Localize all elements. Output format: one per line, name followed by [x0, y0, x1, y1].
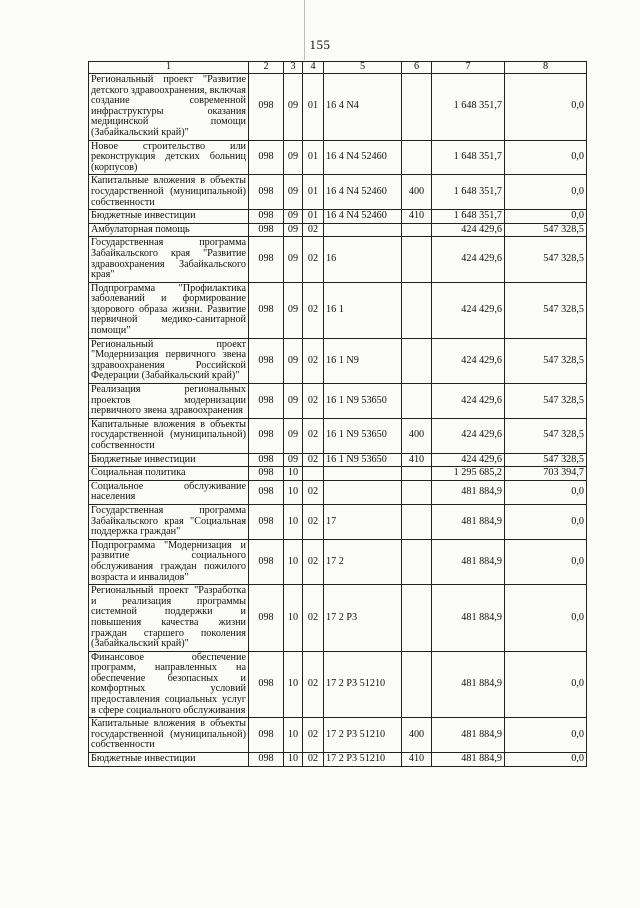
target-article-code: 16 1 N9 53650 — [324, 418, 402, 453]
expense-type-code — [402, 539, 432, 584]
amount-year-1: 481 884,9 — [432, 651, 505, 718]
grbs-code: 098 — [249, 753, 284, 767]
column-header: 5 — [324, 62, 402, 74]
table-row — [89, 338, 587, 383]
page-number: 155 — [309, 37, 331, 52]
table-row — [89, 74, 587, 141]
table-row — [89, 539, 587, 584]
expense-type-code — [402, 140, 432, 175]
section-code: 09 — [284, 223, 303, 237]
section-code: 09 — [284, 237, 303, 282]
grbs-code: 098 — [249, 282, 284, 338]
section-code: 09 — [284, 74, 303, 141]
expense-type-code: 410 — [402, 753, 432, 767]
amount-year-1: 424 429,6 — [432, 237, 505, 282]
row-name: Финансовое обеспечение программ, направленных на обеспечение безопасных и комфортных условий предоставления социальных услуг в сфере социального обслуживания — [89, 651, 249, 718]
section-code: 09 — [284, 175, 303, 210]
section-code: 09 — [284, 282, 303, 338]
grbs-code: 098 — [249, 467, 284, 481]
grbs-code: 098 — [249, 585, 284, 652]
subsection-code: 02 — [303, 282, 324, 338]
amount-year-1: 424 429,6 — [432, 418, 505, 453]
amount-year-1: 424 429,6 — [432, 453, 505, 467]
expense-type-code: 400 — [402, 418, 432, 453]
grbs-code: 098 — [249, 504, 284, 539]
expense-type-code: 410 — [402, 210, 432, 224]
row-name: Амбулаторная помощь — [89, 223, 249, 237]
amount-year-2: 0,0 — [505, 585, 587, 652]
amount-year-2: 0,0 — [505, 504, 587, 539]
target-article-code: 17 2 — [324, 539, 402, 584]
grbs-code: 098 — [249, 539, 284, 584]
target-article-code: 17 2 P3 51210 — [324, 718, 402, 753]
grbs-code: 098 — [249, 74, 284, 141]
expense-type-code: 410 — [402, 453, 432, 467]
row-name: Бюджетные инвестиции — [89, 453, 249, 467]
subsection-code: 02 — [303, 453, 324, 467]
subsection-code: 01 — [303, 140, 324, 175]
subsection-code: 02 — [303, 718, 324, 753]
section-code: 10 — [284, 585, 303, 652]
target-article-code: 16 1 N9 53650 — [324, 453, 402, 467]
subsection-code: 02 — [303, 504, 324, 539]
target-article-code: 16 1 N9 53650 — [324, 384, 402, 419]
target-article-code — [324, 223, 402, 237]
table-row — [89, 467, 587, 481]
table-row — [89, 384, 587, 419]
row-name: Реализация региональных проектов модернизации первичного звена здравоохранения — [89, 384, 249, 419]
table-row — [89, 753, 587, 767]
amount-year-2: 547 328,5 — [505, 453, 587, 467]
grbs-code: 098 — [249, 651, 284, 718]
table-row — [89, 175, 587, 210]
amount-year-2: 703 394,7 — [505, 467, 587, 481]
column-header: 2 — [249, 62, 284, 74]
target-article-code: 16 4 N4 52460 — [324, 210, 402, 224]
section-code: 10 — [284, 651, 303, 718]
amount-year-1: 481 884,9 — [432, 480, 505, 504]
target-article-code — [324, 467, 402, 481]
expense-type-code — [402, 282, 432, 338]
table-row — [89, 480, 587, 504]
budget-table — [88, 61, 587, 767]
expense-type-code — [402, 237, 432, 282]
expense-type-code — [402, 338, 432, 383]
amount-year-2: 0,0 — [505, 480, 587, 504]
grbs-code: 098 — [249, 418, 284, 453]
expense-type-code: 400 — [402, 175, 432, 210]
amount-year-2: 0,0 — [505, 175, 587, 210]
table-row — [89, 418, 587, 453]
amount-year-2: 547 328,5 — [505, 237, 587, 282]
grbs-code: 098 — [249, 718, 284, 753]
grbs-code: 098 — [249, 480, 284, 504]
subsection-code: 02 — [303, 384, 324, 419]
amount-year-1: 424 429,6 — [432, 384, 505, 419]
column-header: 7 — [432, 62, 505, 74]
expense-type-code: 400 — [402, 718, 432, 753]
expense-type-code — [402, 467, 432, 481]
subsection-code: 02 — [303, 480, 324, 504]
amount-year-1: 481 884,9 — [432, 718, 505, 753]
table-body — [89, 74, 587, 767]
amount-year-1: 481 884,9 — [432, 585, 505, 652]
row-name: Подпрограмма "Модернизация и развитие социального обслуживания граждан пожилого возраста и инвалидов" — [89, 539, 249, 584]
amount-year-1: 1 648 351,7 — [432, 140, 505, 175]
grbs-code: 098 — [249, 175, 284, 210]
amount-year-1: 1 295 685,2 — [432, 467, 505, 481]
target-article-code: 17 2 P3 51210 — [324, 651, 402, 718]
column-header: 4 — [303, 62, 324, 74]
amount-year-2: 547 328,5 — [505, 338, 587, 383]
grbs-code: 098 — [249, 453, 284, 467]
table-row — [89, 210, 587, 224]
section-code: 09 — [284, 418, 303, 453]
row-name: Капитальные вложения в объекты государственной (муниципальной) собственности — [89, 175, 249, 210]
table-row — [89, 223, 587, 237]
section-code: 10 — [284, 467, 303, 481]
subsection-code: 02 — [303, 539, 324, 584]
subsection-code: 02 — [303, 237, 324, 282]
column-header: 8 — [505, 62, 587, 74]
row-name: Региональный проект "Развитие детского здравоохранения, включая создание современной инфраструктуры оказания медицинской помощи (Забайкальский край)" — [89, 74, 249, 141]
table-row — [89, 453, 587, 467]
amount-year-2: 0,0 — [505, 753, 587, 767]
amount-year-2: 0,0 — [505, 651, 587, 718]
amount-year-2: 0,0 — [505, 74, 587, 141]
section-code: 10 — [284, 504, 303, 539]
target-article-code: 16 4 N4 52460 — [324, 140, 402, 175]
target-article-code: 17 2 P3 — [324, 585, 402, 652]
target-article-code: 16 4 N4 52460 — [324, 175, 402, 210]
amount-year-2: 547 328,5 — [505, 384, 587, 419]
subsection-code: 02 — [303, 651, 324, 718]
expense-type-code — [402, 384, 432, 419]
amount-year-1: 481 884,9 — [432, 753, 505, 767]
row-name: Социальное обслуживание населения — [89, 480, 249, 504]
table-row — [89, 237, 587, 282]
amount-year-2: 547 328,5 — [505, 418, 587, 453]
row-name: Социальная политика — [89, 467, 249, 481]
grbs-code: 098 — [249, 140, 284, 175]
expense-type-code — [402, 651, 432, 718]
table-row — [89, 651, 587, 718]
amount-year-2: 547 328,5 — [505, 223, 587, 237]
row-name: Государственная программа Забайкальского края "Развитие здравоохранения Забайкальского края" — [89, 237, 249, 282]
amount-year-1: 1 648 351,7 — [432, 74, 505, 141]
section-code: 10 — [284, 539, 303, 584]
section-code: 09 — [284, 384, 303, 419]
amount-year-1: 424 429,6 — [432, 338, 505, 383]
amount-year-1: 424 429,6 — [432, 223, 505, 237]
grbs-code: 098 — [249, 223, 284, 237]
subsection-code: 01 — [303, 210, 324, 224]
section-code: 10 — [284, 718, 303, 753]
target-article-code: 16 1 N9 — [324, 338, 402, 383]
row-name: Капитальные вложения в объекты государственной (муниципальной) собственности — [89, 418, 249, 453]
row-name: Капитальные вложения в объекты государственной (муниципальной) собственности — [89, 718, 249, 753]
amount-year-1: 1 648 351,7 — [432, 175, 505, 210]
grbs-code: 098 — [249, 237, 284, 282]
target-article-code: 16 4 N4 — [324, 74, 402, 141]
row-name: Новое строительство или реконструкция детских больниц (корпусов) — [89, 140, 249, 175]
table-row — [89, 282, 587, 338]
row-name: Бюджетные инвестиции — [89, 210, 249, 224]
subsection-code: 02 — [303, 753, 324, 767]
amount-year-2: 547 328,5 — [505, 282, 587, 338]
table-row — [89, 718, 587, 753]
section-code: 09 — [284, 453, 303, 467]
expense-type-code — [402, 223, 432, 237]
row-name: Региональный проект "Модернизация первичного звена здравоохранения Российской Федерации (Забайкальский край)" — [89, 338, 249, 383]
section-code: 09 — [284, 140, 303, 175]
row-name: Подпрограмма "Профилактика заболеваний и формирование здорового образа жизни. Развитие первичной медико-санитарной помощи" — [89, 282, 249, 338]
target-article-code — [324, 480, 402, 504]
amount-year-1: 424 429,6 — [432, 282, 505, 338]
row-name: Бюджетные инвестиции — [89, 753, 249, 767]
amount-year-2: 0,0 — [505, 140, 587, 175]
amount-year-2: 0,0 — [505, 718, 587, 753]
grbs-code: 098 — [249, 210, 284, 224]
column-header: 1 — [89, 62, 249, 74]
header-row — [89, 62, 587, 74]
target-article-code: 16 — [324, 237, 402, 282]
subsection-code: 01 — [303, 175, 324, 210]
column-header: 3 — [284, 62, 303, 74]
row-name: Региональный проект "Разработка и реализация программы системной поддержки и повышения качества жизни граждан старшего поколения (Забайкальский край)" — [89, 585, 249, 652]
amount-year-1: 481 884,9 — [432, 504, 505, 539]
expense-type-code — [402, 480, 432, 504]
expense-type-code — [402, 585, 432, 652]
subsection-code: 02 — [303, 585, 324, 652]
section-code: 10 — [284, 753, 303, 767]
expense-type-code — [402, 74, 432, 141]
row-name: Государственная программа Забайкальского края "Социальная поддержка граждан" — [89, 504, 249, 539]
target-article-code: 16 1 — [324, 282, 402, 338]
amount-year-2: 0,0 — [505, 210, 587, 224]
subsection-code: 02 — [303, 338, 324, 383]
subsection-code: 01 — [303, 74, 324, 141]
section-code: 09 — [284, 338, 303, 383]
expense-type-code — [402, 504, 432, 539]
amount-year-2: 0,0 — [505, 539, 587, 584]
target-article-code: 17 — [324, 504, 402, 539]
table-row — [89, 140, 587, 175]
section-code: 09 — [284, 210, 303, 224]
subsection-code: 02 — [303, 418, 324, 453]
subsection-code: 02 — [303, 223, 324, 237]
column-header: 6 — [402, 62, 432, 74]
target-article-code: 17 2 P3 51210 — [324, 753, 402, 767]
subsection-code — [303, 467, 324, 481]
grbs-code: 098 — [249, 338, 284, 383]
amount-year-1: 481 884,9 — [432, 539, 505, 584]
grbs-code: 098 — [249, 384, 284, 419]
table-row — [89, 585, 587, 652]
table-row — [89, 504, 587, 539]
amount-year-1: 1 648 351,7 — [432, 210, 505, 224]
section-code: 10 — [284, 480, 303, 504]
